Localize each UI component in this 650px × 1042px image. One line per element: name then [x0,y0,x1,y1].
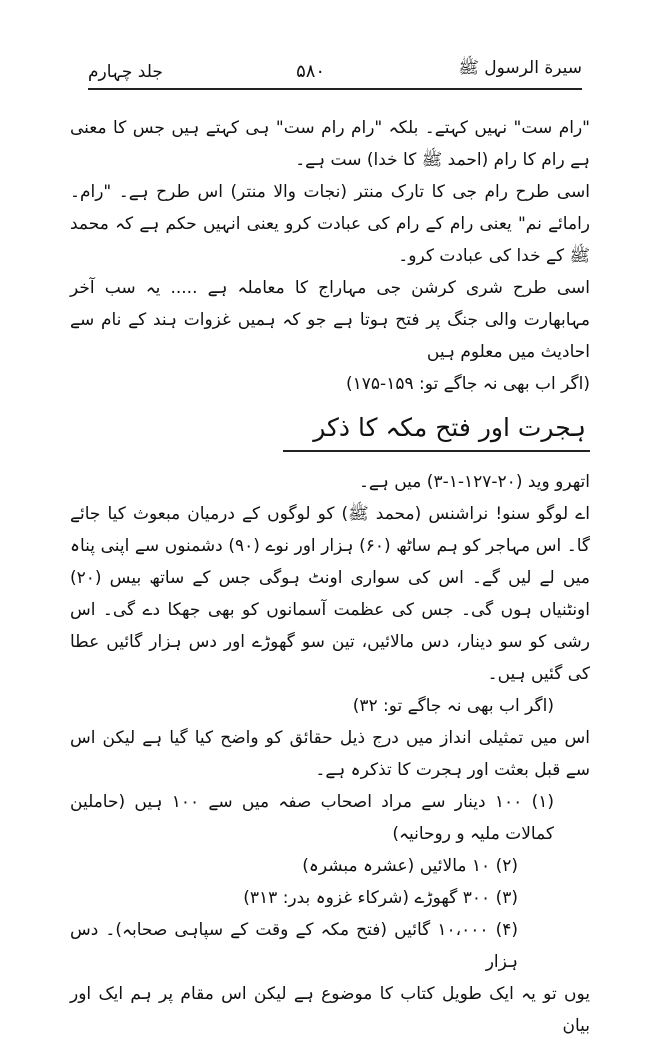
paragraph: اسی طرح رام جی کا تارک منتر (نجات والا منتر) اس طرح ہے۔ "رام۔ رامائے نم" یعنی رام کے رام کی عبادت کرو یعنی انہیں حکم ہے کہ محمد ﷺ کے خدا کی عبادت کرو۔ [70,182,590,266]
paragraph: اے لوگو سنو! نراشنس (محمد ﷺ) کو لوگوں کے درمیان مبعوث کیا جائے گا۔ اس مہاجر کو ہم ساٹھ (۶۰) ہزار اور نوے (۹۰) دشمنوں سے اپنی پناہ میں لے لیں گے۔ اس کی سواری اونٹ ہوگی جس کے ساتھ بیس (۲۰) اونٹنیاں ہوں گی۔ جس کی عظمت آسمانوں کو بھی جھکا دے گی۔ اس رشی کو سو دینار، دس مالائیں، تین سو گھوڑے اور دس ہزار گائیں عطا کی گئیں ہیں۔ [70,504,590,684]
page-body [70,112,590,1042]
page-header [88,52,582,82]
list-item: (۴) ۱۰،۰۰۰ گائیں (فتح مکہ کے وقت کے سپاہی صحابہ)۔ دس ہزار [70,920,518,972]
book-title: سیرة الرسول ﷺ [458,58,582,78]
paragraph: "رام ست" نہیں کہتے۔ بلکہ "رام رام ست" ہی کہتے ہیں جس کا معنی ہے رام کا رام (احمد ﷺ کا خدا) ست ہے۔ [70,118,590,170]
list-item: (۳) ۳۰۰ گھوڑے (شرکاء غزوہ بدر: ۳۱۳) [243,888,518,908]
paragraph: اسی طرح شری کرشن جی مہاراج کا معاملہ ہے ..... یہ سب آخر مہابھارت والی جنگ پر فتح ہوتا ہے جو کہ ہمیں غزوات ہند کے نام سے احادیث میں معلوم ہیں [70,278,590,362]
page-number: ۵۸۰ [296,61,326,82]
reference-note: (اگر اب بھی نہ جاگے تو: ۳۲) [352,696,554,716]
section-heading-wrap [70,408,590,452]
header-divider [88,88,582,90]
paragraph: اتھرو وید (۲۰-۱۲۷-۱-۳) میں ہے۔ [358,472,590,492]
list-item: (۱) ۱۰۰ دینار سے مراد اصحاب صفہ میں سے ۱۰۰ ہیں (حاملین کمالات ملیہ و روحانیہ) [70,792,555,844]
section-heading: ہجرت اور فتح مکہ کا ذکر [283,408,590,452]
paragraph: اس میں تمثیلی انداز میں درج ذیل حقائق کو واضح کیا گیا ہے لیکن اس سے قبل بعثت اور ہجرت کا تذکرہ ہے۔ [70,728,590,780]
paragraph: یوں تو یہ ایک طویل کتاب کا موضوع ہے لیکن اس مقام پر ہم ایک اور بیان [70,984,590,1036]
reference-note: (اگر اب بھی نہ جاگے تو: ۱۵۹-۱۷۵) [346,374,590,394]
list-item: (۲) ۱۰ مالائیں (عشرہ مبشرہ) [302,856,518,876]
volume-label: جلد چہارم [88,62,163,82]
